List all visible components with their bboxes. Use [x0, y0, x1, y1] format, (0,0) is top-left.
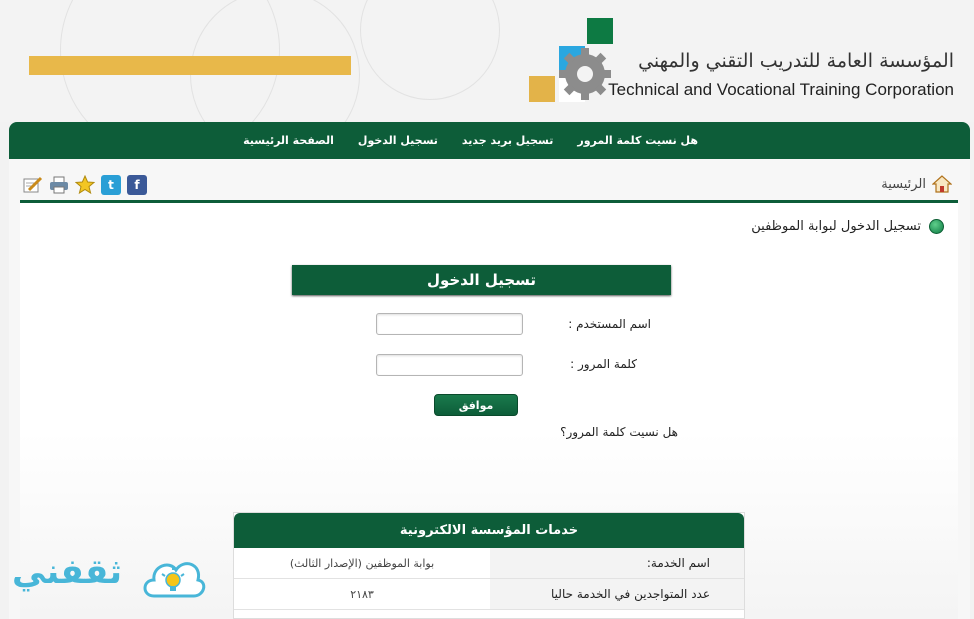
site-header — [0, 0, 974, 122]
section-title — [751, 219, 944, 234]
services-box — [233, 512, 745, 619]
online-count-value: ٢١٨٣ — [234, 579, 490, 609]
main-nav — [9, 122, 970, 159]
password-label: كلمة المرور : — [570, 357, 637, 371]
nav-item-forgot-password[interactable]: هل نسيت كلمة المرور — [577, 134, 698, 147]
service-name-value: بوابة الموظفين (الإصدار الثالث) — [234, 548, 490, 578]
watermark-text: ثقفني — [12, 552, 122, 592]
home-icon[interactable] — [932, 175, 952, 193]
print-icon[interactable] — [49, 175, 69, 195]
facebook-icon[interactable]: f — [127, 175, 147, 195]
service-name-label: اسم الخدمة: — [490, 548, 744, 578]
nav-item-register-email[interactable]: تسجيل بريد جديد — [461, 134, 554, 147]
favorite-star-icon[interactable] — [75, 175, 95, 195]
bullet-icon — [929, 219, 944, 234]
nav-item-login[interactable]: تسجيل الدخول — [357, 134, 438, 147]
nav-item-home[interactable]: الصفحة الرئيسية — [243, 134, 334, 147]
breadcrumb-home[interactable]: الرئيسية — [881, 176, 926, 192]
toolbar-row — [20, 171, 958, 199]
services-header: خدمات المؤسسة الالكترونية — [234, 513, 744, 548]
nav-items — [219, 122, 698, 159]
breadcrumb — [881, 175, 952, 193]
login-box-header: تسجيل الدخول — [292, 265, 671, 295]
forgot-password-link[interactable]: هل نسيت كلمة المرور؟ — [560, 425, 678, 439]
header-gold-bar — [29, 56, 351, 75]
password-input[interactable] — [376, 354, 523, 376]
edit-icon[interactable] — [23, 175, 43, 195]
org-name-english: Technical and Vocational Training Corporation — [608, 80, 954, 99]
watermark — [6, 548, 206, 610]
section-title-text: تسجيل الدخول لبوابة الموظفين — [751, 219, 921, 234]
online-count-label: عدد المتواجدين في الخدمة حاليا — [490, 579, 744, 609]
table-row — [234, 548, 744, 579]
twitter-icon[interactable]: t — [101, 175, 121, 195]
username-label: اسم المستخدم : — [568, 317, 651, 331]
cloud-bulb-icon — [140, 550, 206, 604]
decorative-circle — [360, 0, 500, 100]
org-name-arabic: المؤسسة العامة للتدريب التقني والمهني — [638, 50, 954, 72]
share-icons — [23, 175, 147, 195]
submit-button[interactable]: موافق — [434, 394, 518, 416]
table-row — [234, 579, 744, 610]
username-input[interactable] — [376, 313, 523, 335]
tvtc-logo — [529, 18, 615, 104]
